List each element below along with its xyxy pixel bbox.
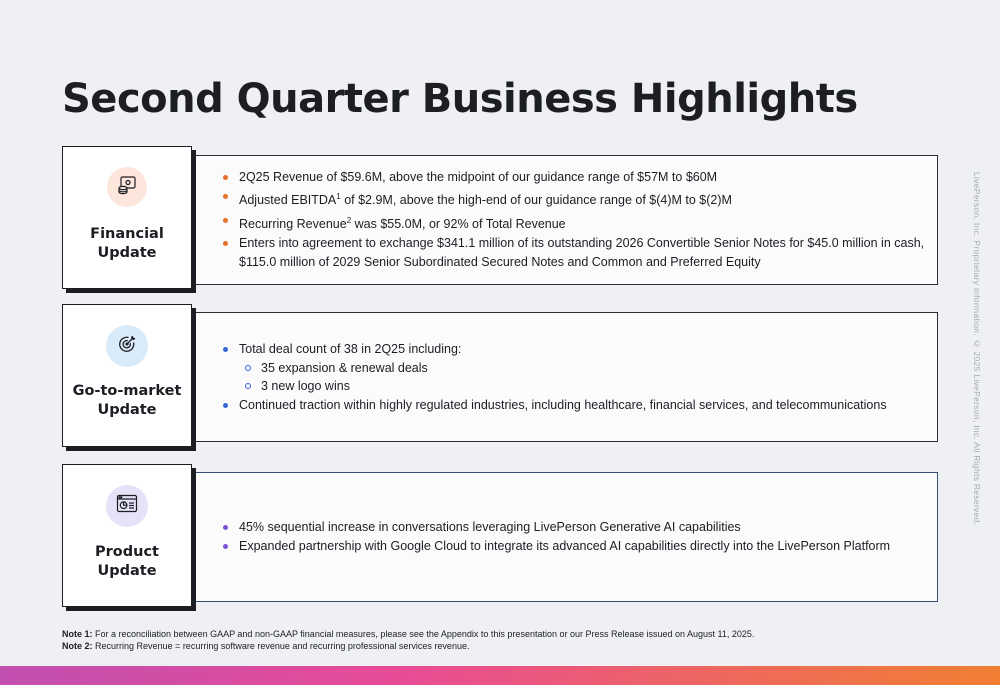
- gtm-icon-circle: [106, 325, 148, 367]
- footnote-label: Note 2:: [62, 641, 93, 651]
- financial-icon-circle: [107, 167, 147, 207]
- bullet-text: of $2.9M, above the high-end of our guidance range of $(4)M to $(2)M: [340, 193, 732, 208]
- footnote-1: [62, 628, 754, 640]
- product-label-line2: Update: [97, 563, 157, 579]
- sub-bullet-text: 3 new logo wins: [261, 379, 350, 393]
- list-item: [239, 340, 927, 396]
- list-item: [239, 168, 927, 187]
- gtm-label: [73, 382, 182, 420]
- bullet-text: Total deal count of 38 in 2Q25 including:: [239, 341, 462, 356]
- product-label-line1: Product: [95, 544, 159, 560]
- coins-icon: [116, 174, 138, 201]
- financial-label-line1: Financial: [90, 226, 164, 242]
- product-bullet-list: [239, 518, 927, 556]
- financial-label-line2: Update: [97, 245, 157, 261]
- footnote-text: Recurring Revenue = recurring software revenue and recurring professional services revenue.: [92, 641, 470, 651]
- footnote-label: Note 1:: [62, 629, 93, 639]
- gtm-label-box: [62, 304, 192, 447]
- footnote-marker: 1: [336, 192, 341, 202]
- gradient-footer-bar: [0, 666, 1000, 685]
- footnote-marker: 2: [346, 215, 352, 225]
- footnote-text: For a reconciliation between GAAP and non-GAAP financial measures, please see the Appendix to this presentation or our Press Release issued on August 11, 2025.: [92, 629, 755, 639]
- list-item: [239, 537, 927, 556]
- financial-bullet-list: [239, 168, 927, 271]
- bullet-text: Enters into agreement to exchange $341.1 million of its outstanding 2026 Convertible Senior Notes for $45.0 million in cash, $115.0 million of 2029 Senior Subordinated Secured Notes and Common and Preferred Equity: [239, 235, 925, 269]
- gtm-bullet-list: [239, 340, 927, 415]
- sub-list-item: [261, 377, 927, 396]
- sub-list-item: [261, 359, 927, 378]
- gtm-label-line2: Update: [97, 402, 157, 418]
- copyright-side-label: LivePerson, Inc. Proprietary information. © 2025 LivePerson, Inc. All Rights Reserved.: [972, 172, 982, 526]
- product-label: [95, 543, 159, 581]
- financial-content-box: [194, 155, 938, 285]
- product-icon-circle: [106, 485, 148, 527]
- bullet-text: Expanded partnership with Google Cloud to integrate its advanced AI capabilities directly into the LivePerson Platform: [239, 539, 891, 553]
- bullet-text: Adjusted EBITDA: [239, 193, 337, 208]
- bullet-text: 45% sequential increase in conversations leveraging LivePerson Generative AI capabilities: [239, 520, 741, 534]
- financial-label: [90, 225, 164, 263]
- footnotes: [62, 628, 754, 652]
- list-item: [239, 211, 927, 234]
- list-item: [239, 234, 927, 272]
- list-item: [239, 187, 927, 210]
- target-icon: [116, 333, 138, 360]
- dashboard-icon: [115, 492, 139, 521]
- bullet-text: 2Q25 Revenue of $59.6M, above the midpoint of our guidance range of $57M to $60M: [239, 170, 718, 185]
- sub-bullet-text: 35 expansion & renewal deals: [261, 360, 428, 375]
- bullet-text: was $55.0M, or 92% of Total Revenue: [351, 216, 566, 231]
- list-item: [239, 396, 927, 415]
- page-title: Second Quarter Business Highlights: [62, 76, 858, 122]
- financial-label-box: [62, 146, 192, 289]
- bullet-text: Continued traction within highly regulated industries, including healthcare, financial services, and telecommunications: [239, 397, 887, 412]
- product-content-box: [194, 472, 938, 602]
- gtm-label-line1: Go-to-market: [72, 383, 182, 399]
- gtm-sub-list: [239, 359, 927, 396]
- product-label-box: [62, 464, 192, 607]
- bullet-text: Recurring Revenue: [239, 216, 347, 231]
- gtm-content-box: [194, 312, 938, 442]
- list-item: [239, 518, 927, 537]
- footnote-2: [62, 640, 754, 652]
